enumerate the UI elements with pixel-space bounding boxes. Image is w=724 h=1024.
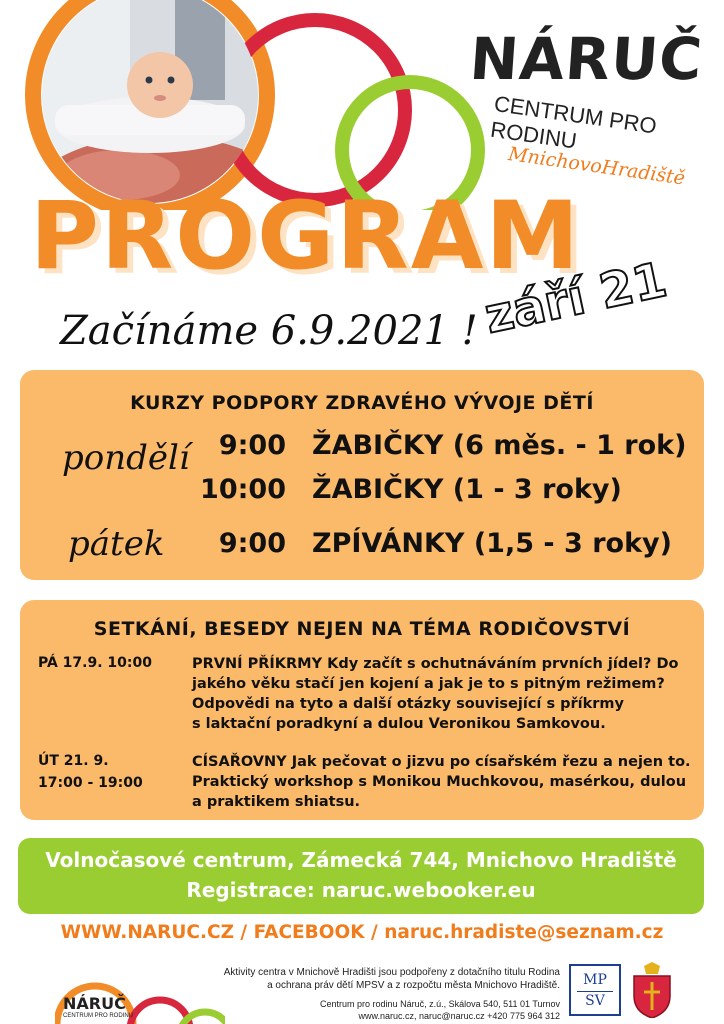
course-time: 10:00 (200, 474, 286, 505)
registration-link[interactable]: Registrace: naruc.webooker.eu (186, 878, 536, 902)
town-crest-icon (630, 962, 674, 1018)
venue-address: Volnočasové centrum, Zámecká 744, Mnichovo Hradiště (45, 848, 677, 872)
courses-heading: KURZY PODPORY ZDRAVÉHO VÝVOJE DĚTÍ (130, 392, 594, 414)
course-name: ZPÍVÁNKY (1,5 - 3 roky) (312, 528, 672, 559)
logo-town: MnichovoHradiště (506, 143, 687, 190)
courses-box (20, 370, 704, 580)
venue-box (18, 838, 704, 914)
day-friday: pátek (68, 524, 165, 564)
logo-wordmark: NÁRUČ (467, 25, 706, 93)
course-name: ŽABIČKY (1 - 3 roky) (312, 474, 622, 505)
footer-logo-word: NÁRUČ (63, 994, 126, 1013)
event-description: PRVNÍ PŘÍKRMY Kdy začít s ochutnáváním prvních jídel? Do jakého věku stačí jen kojení a jak je to s pitným režimem? Odpovědi na tyto a další otázky související s příkrmy s laktační poradkyní a dulou Veronikou Samkovou. (192, 656, 679, 732)
course-time: 9:00 (218, 528, 286, 559)
day-monday: pondělí (62, 438, 190, 478)
contact-info: Centrum pro rodinu Náruč, z.ú., Skálova 540, 511 01 Turnov www.naruc.cz, naruc@naruc.cz +420 775 964 312 (320, 999, 560, 1021)
meetings-heading: SETKÁNÍ, BESEDY NEJEN NA TÉMA RODIČOVSTVÍ (93, 618, 631, 640)
mpsv-logo: MP SV (569, 964, 621, 1016)
course-name: ŽABIČKY (6 měs. - 1 rok) (312, 430, 687, 461)
event-time: PÁ 17.9. 10:00 (38, 655, 152, 671)
event-description: CÍSAŘOVNY Jak pečovat o jizvu po císařském řezu a nejen to. Praktický workshop s Monikou Muchkovou, masérkou, dulou a praktikem shiatsu. (192, 754, 691, 810)
page-title: PROGRAM (30, 182, 582, 291)
web-contact-line[interactable]: WWW.NARUC.CZ / FACEBOOK / naruc.hradiste@seznam.cz (60, 922, 664, 943)
month-label: září 21 (480, 251, 672, 345)
naruc-logo (467, 25, 710, 195)
meetings-box (20, 600, 704, 820)
event-time: ÚT 21. 9. 17:00 - 19:00 (38, 753, 143, 791)
start-date: Začínáme 6.9.2021 ! (60, 308, 478, 354)
support-note: Aktivity centra v Mnichově Hradišti jsou podpořeny z dotačního titulu Rodina a ochrana práv dětí MPSV a z rozpočtu města Mnichovo Hradiště. (223, 967, 560, 991)
footer-logo-subtitle: CENTRUM PRO RODINU (63, 1013, 133, 1019)
course-time: 9:00 (218, 430, 286, 461)
logo-subtitle: CENTRUM PRO RODINU (488, 91, 659, 154)
